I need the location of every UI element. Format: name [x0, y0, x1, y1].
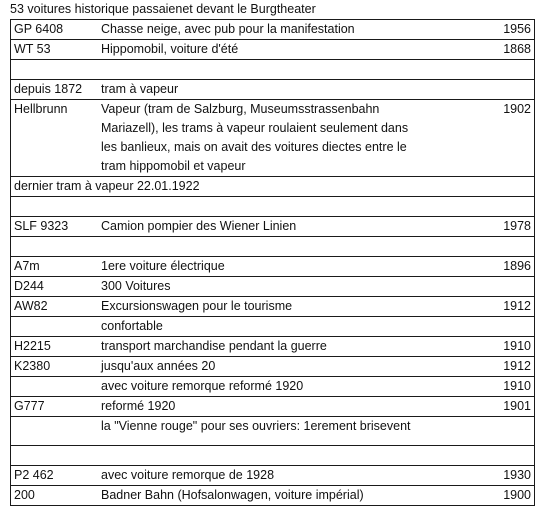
vehicle-id: Hellbrunn — [14, 102, 68, 116]
sheet-title: 53 voitures historique passaienet devant le Burgtheater — [10, 2, 316, 16]
vehicle-description: Hippomobil, voiture d'été — [101, 42, 239, 56]
vehicle-id: SLF 9323 — [14, 219, 69, 233]
vehicle-id: GP 6408 — [14, 22, 64, 36]
vehicle-description: Chasse neige, avec pub pour la manifestation — [101, 22, 355, 36]
vehicle-description: Vapeur (tram de Salzburg, Museumsstrassenbahn — [101, 102, 380, 116]
row-period: depuis 1872 — [14, 82, 83, 96]
table-row — [10, 417, 535, 446]
table-row — [10, 297, 535, 317]
vehicle-id: G777 — [14, 399, 45, 413]
table-row — [10, 277, 535, 297]
vehicle-year: 1912 — [503, 359, 531, 373]
vehicle-description: 1ere voiture électrique — [101, 259, 225, 273]
vehicle-year: 1900 — [503, 488, 531, 502]
vehicle-year: 1910 — [503, 339, 531, 353]
vehicle-year: 1902 — [503, 102, 531, 116]
vehicle-year: 1901 — [503, 399, 531, 413]
empty-row — [10, 237, 535, 257]
table-row — [10, 40, 535, 60]
vehicle-description: reformé 1920 — [101, 399, 176, 413]
empty-row — [10, 60, 535, 80]
vehicle-description: la "Vienne rouge" pour ses ouvriers: 1erement brisevent — [101, 419, 411, 433]
vehicle-table — [10, 19, 535, 506]
vehicle-id: AW82 — [14, 299, 48, 313]
empty-row — [10, 197, 535, 217]
vehicle-description: jusqu'aux années 20 — [101, 359, 216, 373]
vehicle-year: 1910 — [503, 379, 531, 393]
vehicle-description: tram à vapeur — [101, 82, 179, 96]
vehicle-year: 1956 — [503, 22, 531, 36]
cut-off-row — [10, 483, 535, 489]
table-row — [10, 217, 535, 237]
vehicle-year: 1978 — [503, 219, 531, 233]
row-note: dernier tram à vapeur 22.01.1922 — [14, 179, 200, 193]
table-row — [10, 177, 535, 197]
vehicle-id: K2380 — [14, 359, 51, 373]
vehicle-description: Mariazell), les trams à vapeur roulaient seulement dans — [101, 121, 409, 135]
empty-row — [10, 446, 535, 466]
vehicle-year: 1868 — [503, 42, 531, 56]
vehicle-description: Camion pompier des Wiener Linien — [101, 219, 297, 233]
vehicle-id: P2 462 — [14, 468, 54, 482]
vehicle-description: tram hippomobil et vapeur — [101, 159, 246, 173]
vehicle-id: WT 53 — [14, 42, 51, 56]
table-row — [10, 257, 535, 277]
table-row — [10, 100, 535, 177]
vehicle-description: avec voiture remorque de 1928 — [101, 468, 275, 482]
vehicle-description: avec voiture remorque reformé 1920 — [101, 379, 304, 393]
table-row — [10, 397, 535, 417]
vehicle-id: D244 — [14, 279, 44, 293]
vehicle-id: A7m — [14, 259, 40, 273]
vehicle-description: 300 Voitures — [101, 279, 171, 293]
vehicle-id: H2215 — [14, 339, 51, 353]
table-row — [10, 486, 535, 506]
table-row — [10, 317, 535, 337]
table-row — [10, 80, 535, 100]
vehicle-year: 1912 — [503, 299, 531, 313]
vehicle-description: Badner Bahn (Hofsalonwagen, voiture impérial) — [101, 488, 364, 502]
vehicle-id: 200 — [14, 488, 35, 502]
vehicle-description: Excursionswagen pour le tourisme — [101, 299, 293, 313]
vehicle-year: 1930 — [503, 468, 531, 482]
table-row — [10, 357, 535, 377]
table-row — [10, 20, 535, 40]
vehicle-year: 1896 — [503, 259, 531, 273]
vehicle-description: les banlieux, mais on avait des voitures diectes entre le — [101, 140, 407, 154]
table-row — [10, 337, 535, 357]
table-row — [10, 377, 535, 397]
vehicle-description: transport marchandise pendant la guerre — [101, 339, 327, 353]
vehicle-description: confortable — [101, 319, 163, 333]
